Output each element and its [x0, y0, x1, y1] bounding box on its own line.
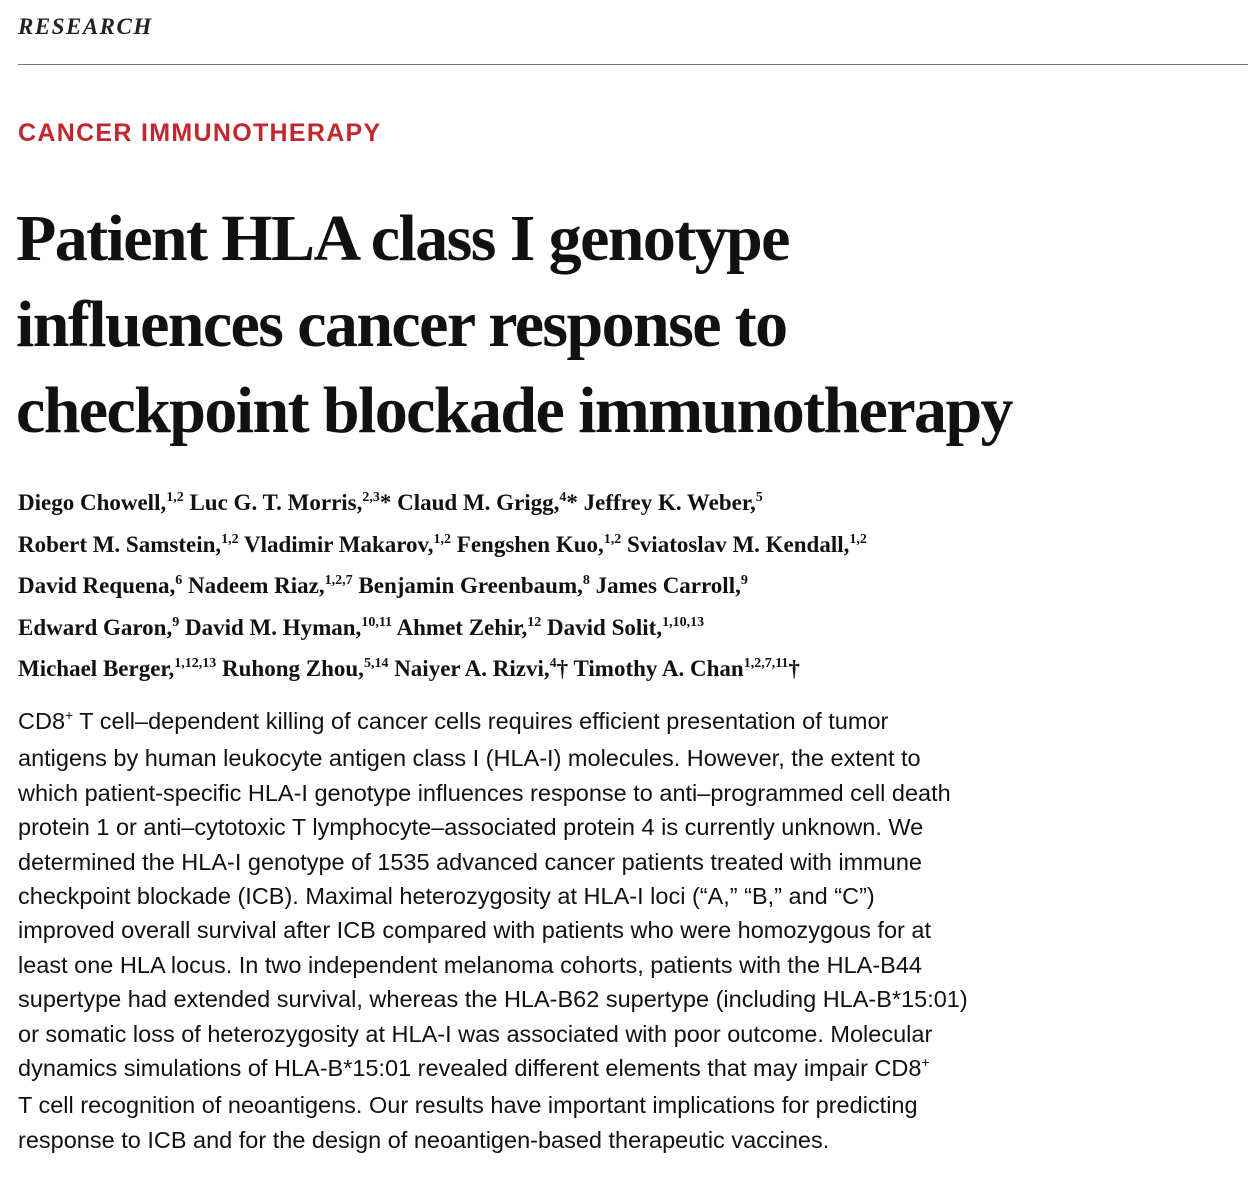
- text-run: Robert M. Samstein,: [18, 531, 222, 557]
- text-run: checkpoint blockade (ICB). Maximal heterozygosity at HLA-I loci (“A,” “B,” and “C”): [18, 883, 875, 910]
- text-run: David M. Hyman,: [179, 614, 362, 640]
- text-run: Vladimir Makarov,: [238, 531, 434, 557]
- superscript: +: [65, 707, 74, 723]
- text-run: antigens by human leukocyte antigen class I (HLA-I) molecules. However, the extent to: [18, 745, 921, 772]
- text-run: T cell recognition of neoantigens. Our results have important implications for predicting: [18, 1092, 918, 1119]
- text-run: Ahmet Zehir,: [392, 614, 528, 640]
- text-run: Naiyer A. Rizvi,: [388, 656, 550, 681]
- text-run: †: [788, 656, 800, 681]
- abstract-line: [18, 1088, 1243, 1122]
- superscript: 1,2: [433, 531, 452, 547]
- text-run: Luc G. T. Morris,: [183, 490, 363, 515]
- text-run: Diego Chowell,: [18, 490, 167, 515]
- superscript: 1,10,13: [662, 614, 705, 630]
- text-run: response to ICB and for the design of neoantigen-based therapeutic vaccines.: [18, 1126, 830, 1153]
- text-run: Ruhong Zhou,: [216, 656, 364, 681]
- superscript: 9: [740, 573, 748, 588]
- abstract-line: [18, 1017, 1243, 1051]
- abstract: [18, 704, 1243, 1157]
- author-line: [18, 526, 1243, 568]
- text-run: Benjamin Greenbaum,: [352, 573, 583, 598]
- text-run: David Solit,: [541, 614, 663, 640]
- header-divider: [18, 64, 1248, 65]
- abstract-line: [18, 741, 1243, 775]
- text-run: Fengshen Kuo,: [451, 531, 604, 557]
- superscript: 1,2: [221, 531, 239, 547]
- text-run: Michael Berger,: [18, 656, 175, 681]
- text-run: improved overall survival after ICB compared with patients who were homozygous for at: [18, 917, 931, 944]
- superscript: 5,14: [363, 656, 389, 671]
- superscript: 5: [755, 490, 763, 505]
- text-run: * Jeffrey K. Weber,: [566, 490, 756, 515]
- superscript: +: [921, 1054, 930, 1071]
- abstract-line: [18, 982, 1243, 1016]
- text-run: Sviatoslav M. Kendall,: [621, 531, 850, 557]
- text-run: supertype had extended survival, whereas the HLA-B62 supertype (including HLA-B*15:01): [18, 986, 968, 1013]
- abstract-line: [18, 913, 1243, 947]
- superscript: 1,2: [166, 490, 184, 505]
- superscript: 1,2,7,11: [743, 656, 789, 671]
- superscript: 10,11: [361, 614, 393, 630]
- text-run: David Requena,: [18, 573, 176, 598]
- text-run: determined the HLA-I genotype of 1535 advanced cancer patients treated with immune: [18, 848, 922, 875]
- author-line: [18, 609, 1243, 651]
- superscript: 1,2: [603, 531, 622, 547]
- author-line: [18, 650, 1243, 692]
- text-run: † Timothy A. Chan: [556, 656, 744, 681]
- abstract-line: [18, 1123, 1243, 1157]
- text-run: protein 1 or anti–cytotoxic T lymphocyte–associated protein 4 is currently unknown. We: [18, 814, 924, 841]
- abstract-line: [18, 776, 1243, 810]
- author-line: [18, 567, 1243, 609]
- text-run: T cell–dependent killing of cancer cells requires efficient presentation of tumor: [73, 708, 889, 734]
- text-run: Edward Garon,: [18, 614, 173, 640]
- superscript: 8: [582, 573, 590, 588]
- superscript: 1,12,13: [174, 656, 217, 671]
- abstract-line: [18, 704, 1243, 741]
- text-run: or somatic loss of heterozygosity at HLA-I was associated with poor outcome. Molecular: [18, 1020, 933, 1047]
- superscript: 4: [559, 490, 567, 505]
- title-line: checkpoint blockade immunotherapy: [16, 374, 1012, 447]
- abstract-line: [18, 1051, 1243, 1088]
- text-run: Nadeem Riaz,: [182, 573, 325, 598]
- abstract-line: [18, 879, 1243, 913]
- superscript: 1,2: [849, 531, 867, 547]
- text-run: James Carroll,: [589, 573, 741, 598]
- title-line: influences cancer response to: [16, 288, 787, 361]
- journal-section-header: RESEARCH: [18, 14, 153, 39]
- text-run: least one HLA locus. In two independent melanoma cohorts, patients with the HLA-B44: [18, 951, 922, 978]
- text-run: which patient-specific HLA-I genotype influences response to anti–programmed cell death: [18, 779, 951, 806]
- title-line: Patient HLA class I genotype: [16, 202, 789, 275]
- text-run: * Claud M. Grigg,: [379, 490, 560, 515]
- text-run: dynamics simulations of HLA-B*15:01 revealed different elements that may impair CD8: [18, 1055, 922, 1082]
- article-category: CANCER IMMUNOTHERAPY: [18, 119, 382, 147]
- article-title: [16, 196, 1241, 454]
- abstract-line: [18, 845, 1243, 879]
- author-list: [18, 484, 1243, 692]
- superscript: 12: [527, 614, 542, 630]
- superscript: 9: [172, 614, 180, 630]
- superscript: 1,2,7: [324, 573, 353, 588]
- superscript: 2,3: [362, 490, 380, 505]
- author-line: [18, 484, 1243, 526]
- text-run: CD8: [18, 708, 66, 734]
- abstract-line: [18, 810, 1243, 844]
- superscript: 4: [549, 656, 557, 671]
- abstract-line: [18, 948, 1243, 982]
- superscript: 6: [175, 573, 183, 588]
